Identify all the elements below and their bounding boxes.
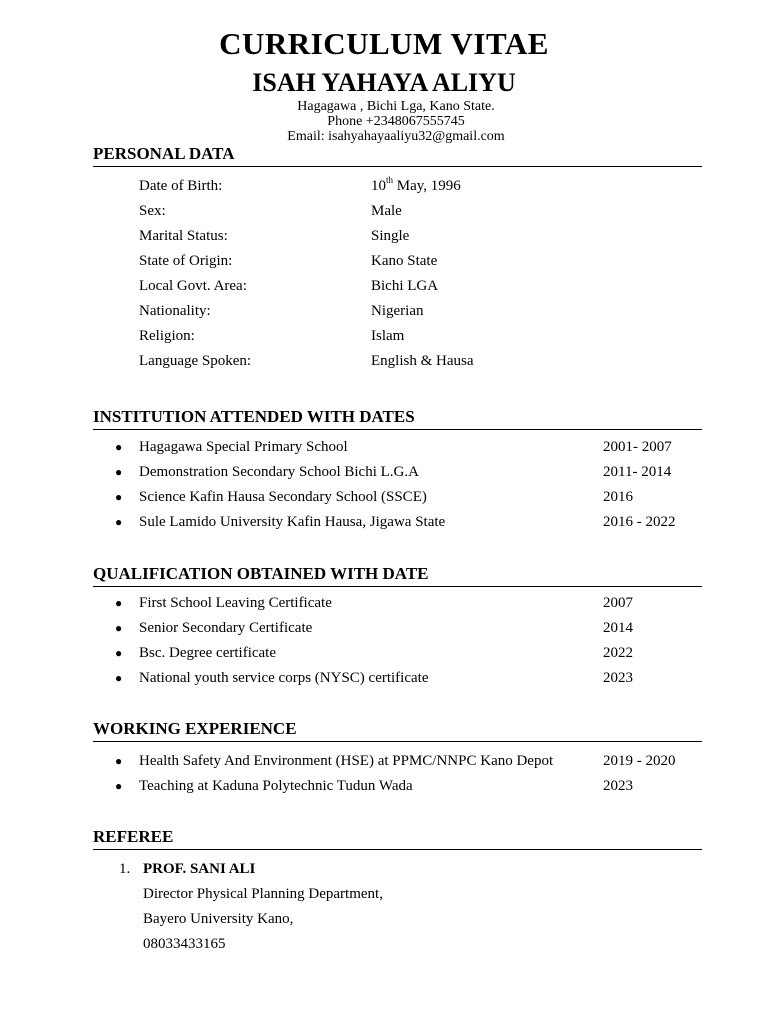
personal-row [0,177,768,195]
personal-label: State of Origin: [139,253,233,269]
list-item [0,438,768,456]
birth-day: 10 [371,178,386,194]
referee-name: PROF. SANI ALI [143,861,256,877]
list-item [0,752,768,770]
experience-name: Teaching at Kaduna Polytechnic Tudun Wada [139,778,413,794]
bullet-icon: ● [115,671,123,685]
qualification-date: 2022 [603,645,633,661]
personal-row [0,302,768,320]
bullet-icon: ● [115,621,123,635]
institution-date: 2016 - 2022 [603,514,676,530]
bullet-icon: ● [115,779,123,793]
referee-line [0,885,768,903]
section-heading-personal: PERSONAL DATA [93,144,702,167]
personal-row [0,252,768,270]
list-item [0,777,768,795]
referee-number: 1. [119,861,131,877]
personal-label: Language Spoken: [139,353,252,369]
personal-value: English & Hausa [371,353,474,369]
referee-name-row [0,860,768,878]
qualification-name: Bsc. Degree certificate [139,645,276,661]
section-heading-experience: WORKING EXPERIENCE [93,719,702,742]
document-title: CURRICULUM VITAE [219,26,549,61]
bullet-icon: ● [115,440,123,454]
section-heading-qualifications: QUALIFICATION OBTAINED WITH DATE [93,564,702,587]
address-line: Hagagawa , Bichi Lga, Kano State. [297,99,495,114]
qualification-name: National youth service corps (NYSC) certificate [139,670,429,686]
qualification-date: 2014 [603,620,633,636]
institution-date: 2016 [603,489,633,505]
personal-value [371,177,461,195]
personal-value: Male [371,203,402,219]
list-item [0,513,768,531]
institution-name: Science Kafin Hausa Secondary School (SSCE) [139,489,427,505]
institution-date: 2011- 2014 [603,464,672,480]
section-heading-institutions: INSTITUTION ATTENDED WITH DATES [93,407,702,430]
list-item [0,644,768,662]
personal-label: Marital Status: [139,228,228,244]
personal-row [0,352,768,370]
personal-row [0,227,768,245]
qualification-date: 2023 [603,670,633,686]
qualification-name: First School Leaving Certificate [139,595,332,611]
birth-day-suffix: th [386,175,394,185]
bullet-icon: ● [115,596,123,610]
personal-row [0,327,768,345]
bullet-icon: ● [115,465,123,479]
section-heading-referee: REFEREE [93,827,702,850]
institution-name: Hagagawa Special Primary School [139,439,348,455]
list-item [0,463,768,481]
institution-name: Sule Lamido University Kafin Hausa, Jigawa State [139,514,446,530]
personal-value: Kano State [371,253,438,269]
personal-value: Bichi LGA [371,278,439,294]
personal-label: Sex: [139,203,166,219]
experience-name: Health Safety And Environment (HSE) at PPMC/NNPC Kano Depot [139,753,554,769]
list-item [0,669,768,687]
personal-value: Single [371,228,410,244]
personal-value: Islam [371,328,405,344]
list-item [0,488,768,506]
experience-date: 2019 - 2020 [603,753,676,769]
personal-label: Nationality: [139,303,211,319]
email-line: Email: isahyahayaaliyu32@gmail.com [287,129,505,144]
personal-value: Nigerian [371,303,424,319]
qualification-name: Senior Secondary Certificate [139,620,313,636]
list-item [0,594,768,612]
qualification-date: 2007 [603,595,633,611]
personal-label: Date of Birth: [139,178,223,194]
personal-row [0,277,768,295]
bullet-icon: ● [115,490,123,504]
institution-date: 2001- 2007 [603,439,672,455]
bullet-icon: ● [115,515,123,529]
bullet-icon: ● [115,754,123,768]
personal-row [0,202,768,220]
bullet-icon: ● [115,646,123,660]
list-item [0,619,768,637]
person-name: ISAH YAHAYA ALIYU [252,68,516,97]
referee-line [0,935,768,953]
referee-line [0,910,768,928]
phone-line: Phone +2348067555745 [327,114,465,129]
birth-month-year: May, 1996 [396,178,461,194]
experience-date: 2023 [603,778,633,794]
referee-position: Director Physical Planning Department, [143,886,383,902]
referee-institution: Bayero University Kano, [143,911,294,927]
referee-phone: 08033433165 [143,936,226,952]
institution-name: Demonstration Secondary School Bichi L.G.A [139,464,419,480]
personal-label: Local Govt. Area: [139,278,247,294]
personal-label: Religion: [139,328,195,344]
